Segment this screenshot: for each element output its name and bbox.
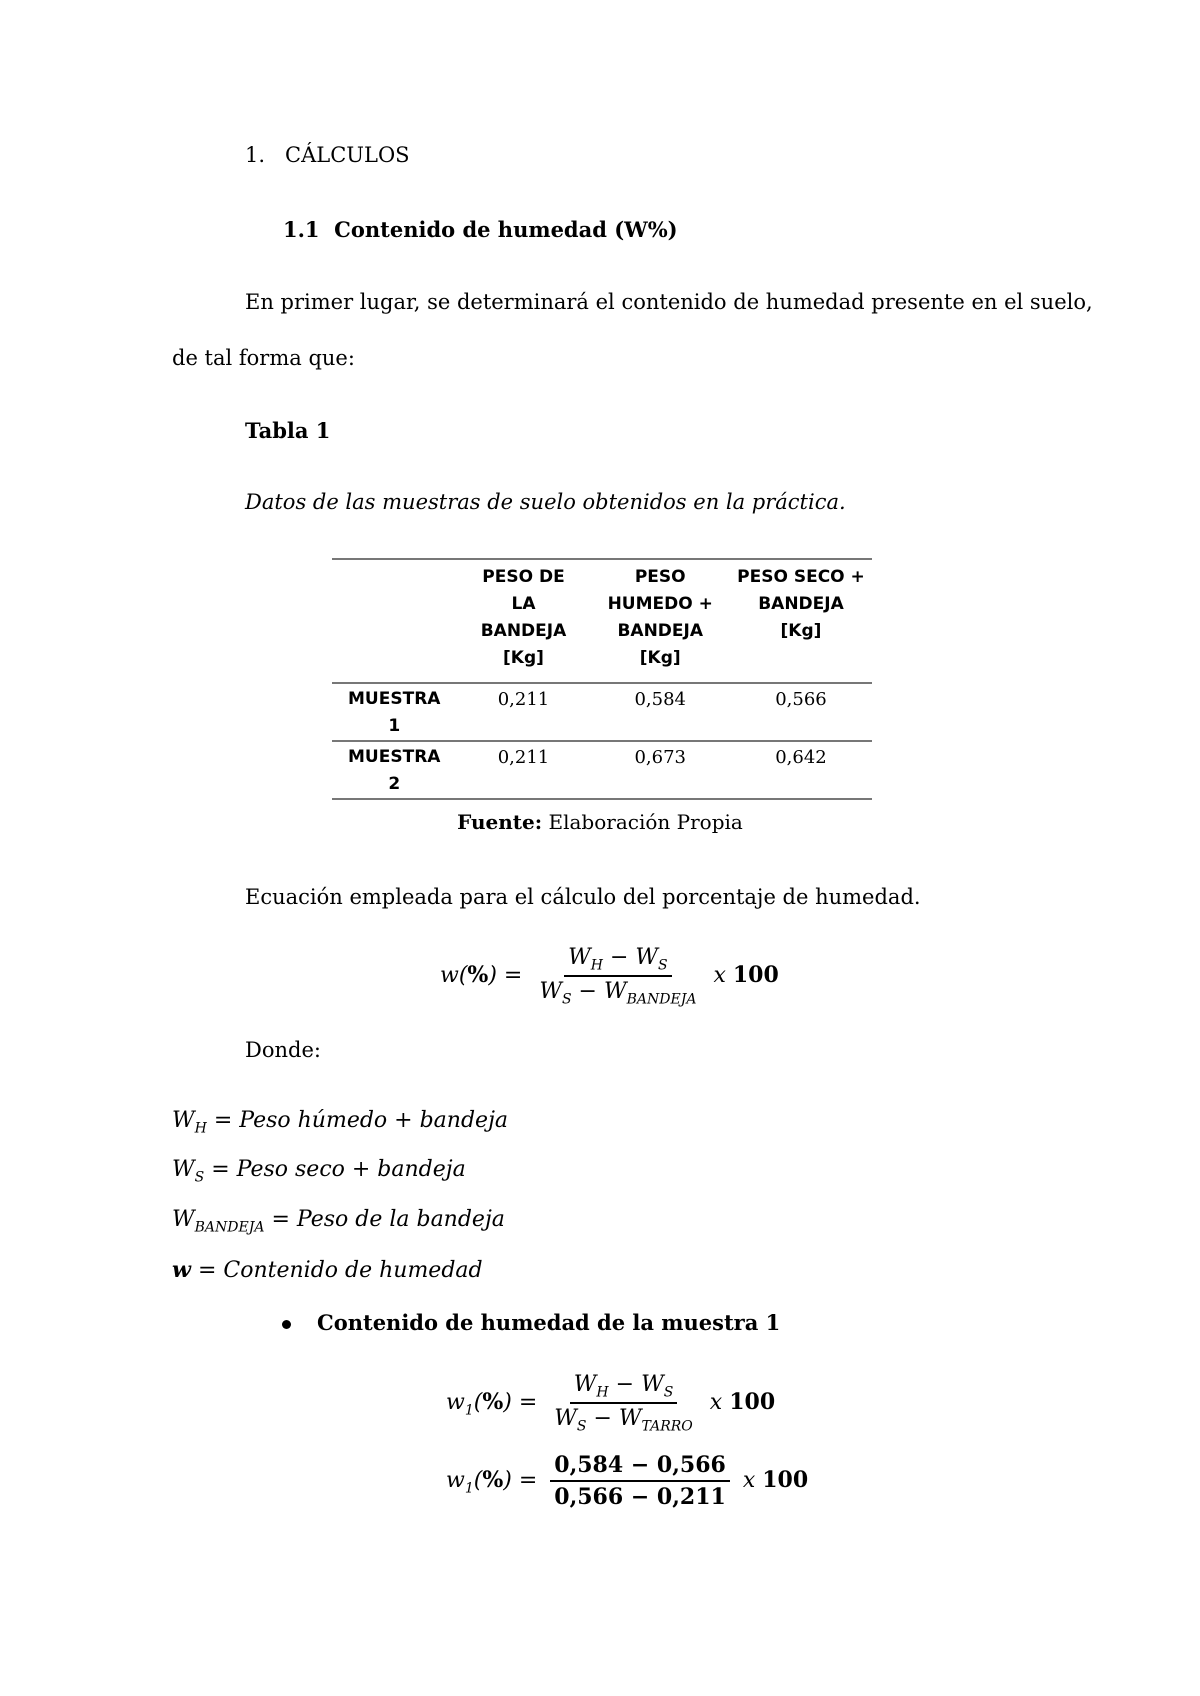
table-label: Tabla 1 [245,418,331,443]
table-cell: 0,211 [456,741,590,799]
bullet-item [282,1310,780,1335]
definition-symbol: W [172,1157,195,1182]
table-header-row [332,559,872,683]
section-heading-calculos: 1. CÁLCULOS [245,143,410,167]
table-row [332,741,872,799]
definition-wbandeja [172,1207,505,1235]
definition-wh [172,1108,508,1136]
equation-rhs: x 100 [742,1467,809,1493]
definition-text: = Peso de la bandeja [271,1207,505,1232]
equation-rhs: x 100 [709,1389,776,1416]
definition-symbol: w [172,1257,191,1283]
equation-lhs: $w_1(\%)$ = [446,1389,538,1419]
table-source [0,810,1200,834]
subsection-heading-humedad: 1.1 Contenido de humedad (W%) [283,217,678,242]
equation-denominator: $W_S - W_{BANDEJA}$ [539,979,697,1008]
equation-denominator: 0,566 − 0,211 [554,1484,726,1510]
equation-intro: Ecuación empleada para el cálculo del porcentaje de humedad. [245,885,921,909]
where-label: Donde: [245,1038,321,1062]
table-header-cell [332,559,456,683]
equation-denominator: $W_S - W_{TARRO}$ [554,1406,693,1435]
definition-subscript: BANDEJA [194,1219,265,1236]
equation-numerator: 0,584 − 0,566 [550,1452,730,1482]
source-text: Elaboración Propia [548,810,743,834]
table-header-cell: PESO HUMEDO + BANDEJA [Kg] [591,559,730,683]
samples-table [332,558,872,800]
sample1-equation [446,1372,775,1435]
table-caption: Datos de las muestras de suelo obtenidos en la práctica. [245,490,846,514]
definition-text: = Peso seco + bandeja [211,1157,466,1182]
definition-symbol: W [172,1108,195,1133]
paragraph-line-2: de tal forma que: [172,346,355,370]
equation-numerator: $W_H - W_S$ [570,1372,677,1404]
row-label: MUESTRA 1 [332,683,456,741]
table-cell: 0,642 [730,741,872,799]
table-cell: 0,673 [591,741,730,799]
definition-symbol: W [172,1207,195,1232]
table-header-cell: PESO SECO + BANDEJA [Kg] [730,559,872,683]
bullet-icon [282,1320,291,1329]
bullet-text: Contenido de humedad de la muestra 1 [317,1310,781,1335]
equation-lhs: $w_1(\%)$ = [446,1467,538,1497]
table-header-cell: PESO DE LA BANDEJA [Kg] [456,559,590,683]
table-row [332,683,872,741]
table-cell: 0,566 [730,683,872,741]
definition-subscript: S [194,1169,205,1186]
equation-numerator: $W_H - W_S$ [564,945,671,977]
source-label: Fuente: [457,810,543,834]
paragraph-line-1: En primer lugar, se determinará el contenido de humedad presente en el suelo, [245,290,1093,314]
equation-rhs: x 100 [713,962,779,989]
definition-text: = Peso húmedo + bandeja [213,1108,509,1133]
table-cell: 0,211 [456,683,590,741]
definition-w [172,1257,483,1283]
definition-subscript: H [194,1120,207,1137]
definition-text: = Contenido de humedad [197,1258,483,1283]
equation-fraction [550,1452,730,1510]
equation-fraction [535,945,700,1008]
definition-ws [172,1157,466,1185]
moisture-equation [440,945,779,1008]
row-label: MUESTRA 2 [332,741,456,799]
equation-lhs: w(%) = [440,962,523,989]
table-cell: 0,584 [591,683,730,741]
sample1-numeric-equation [446,1452,808,1510]
equation-fraction [550,1372,697,1435]
